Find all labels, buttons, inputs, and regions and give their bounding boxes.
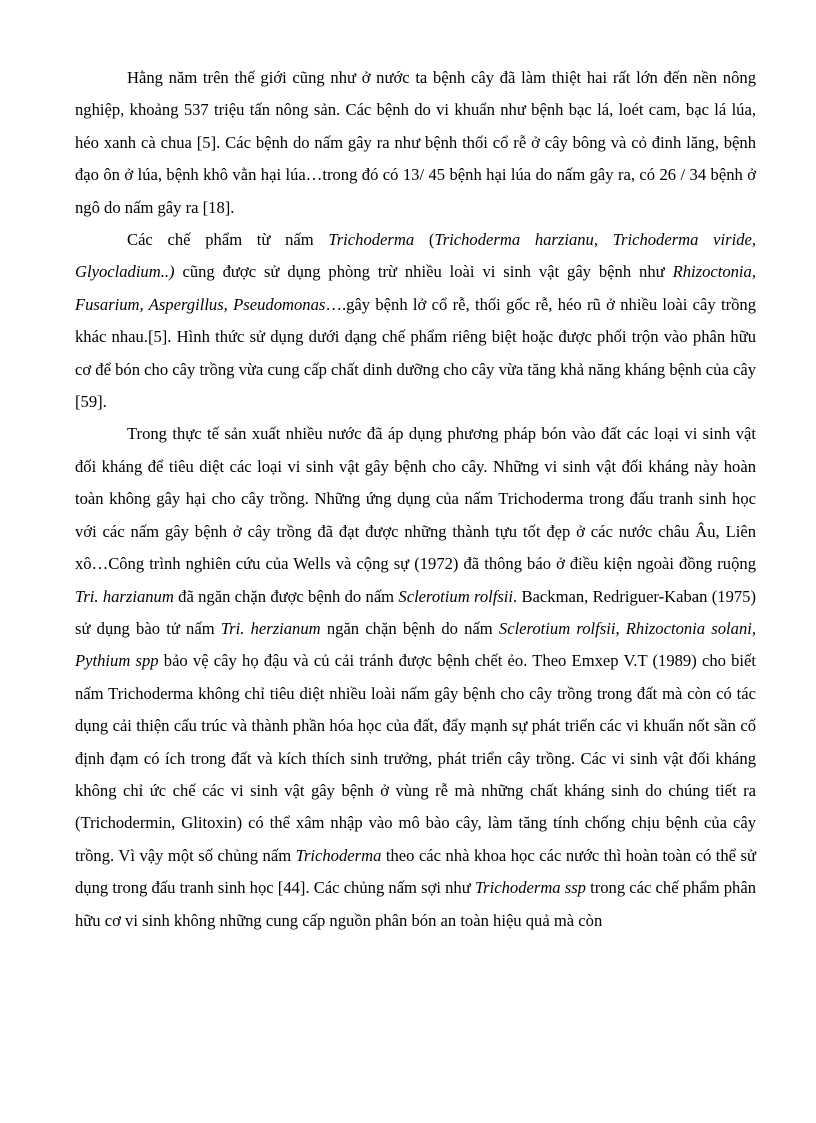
text-run: Hằng năm trên thế giới cũng như ở nước ta bệnh cây đã làm thiệt hai rất lớn đến nền nông nghiệp, khoảng 537 triệu tấn nông sản. Các bệnh do vi khuẩn như bệnh bạc lá, loét cam, bạc lá lúa, héo xanh cà chua [5]. Các bệnh do nấm gây ra như bệnh thối cổ rễ ở cây bông và cỏ đinh lăng, bệnh đạo ôn ở lúa, bệnh khô vằn hại lúa…trong đó có 13/ 45 bệnh hại lúa do nấm gây ra, có 26 / 34 bệnh ở ngô do nấm gây ra [18]. — [75, 68, 756, 217]
italic-text-run: Tri. harzianum — [75, 586, 174, 606]
text-run: bảo vệ cây họ đậu và củ cải tránh được bệnh chết ẻo. Theo Emxep V.T (1989) cho biết nấm Trichoderma không chỉ tiêu diệt nhiều loài nấm gây bệnh cho cây trồng trong đất mà còn có tác dụng cải thiện cấu trúc và thành phần hóa học của đất, đẩy mạnh sự phát triển các vi khuẩn nốt sần cố định đạm có ích trong đất và kích thích sinh trưởng, phát triển cây trồng. Các vi sinh vật đối kháng không chỉ ức chế các vi sinh vật gây bệnh ở vùng rễ mà những chất kháng sinh do chúng tiết ra (Trichodermin, Glitoxin) có thể xâm nhập vào mô bào cây, làm tăng tính chống chịu bệnh của cây trồng. Vì vậy một số chủng nấm — [75, 651, 756, 865]
text-run: Các chế phẩm từ nấm — [127, 230, 329, 250]
italic-text-run: Sclerotium rolfsii — [398, 586, 514, 606]
paragraph-3 — [75, 418, 756, 937]
italic-text-run: Trichoderma harzianu, Trichoderma viride, Glyocladium..) — [75, 230, 756, 282]
text-run: cũng được sử dụng phòng trừ nhiều loài vi sinh vật gây bệnh như — [174, 262, 673, 282]
text-run: theo các nhà khoa học các nước thì hoàn toàn có thể sử dụng trong đấu tranh sinh học [44]. Các chủng nấm sợi như — [75, 845, 756, 898]
italic-text-run: Tri. herzianum — [220, 618, 321, 638]
paragraph-2 — [75, 224, 756, 418]
italic-text-run: Trichoderma — [328, 230, 415, 250]
italic-text-run: Sclerotium rolfsii — [498, 618, 616, 638]
text-run: ( — [414, 230, 435, 250]
text-run: đã ngăn chặn được bệnh do nấm — [173, 586, 399, 606]
text-run: ngăn chặn bệnh do nấm — [320, 618, 499, 638]
text-run: . Backman, Redriguer-Kaban (1975) sử dụng bào tử nấm — [75, 586, 757, 638]
italic-text-run: Trichoderma ssp — [474, 878, 586, 898]
italic-text-run: Rhizoctonia solani, Pythium spp — [75, 618, 756, 671]
italic-text-run: Trichoderma — [295, 845, 382, 865]
italic-text-run: Rhizoctonia, Fusarium, Aspergillus, Pseudomonas — [75, 262, 756, 314]
text-run: , — [615, 618, 626, 638]
text-run: ….gây bệnh lở cổ rễ, thối gốc rễ, héo rũ ở nhiều loài cây trồng khác nhau.[5]. Hình thức sử dụng dưới dạng chế phẩm riêng biệt hoặc được phối trộn vào phân hữu cơ để bón cho cây trồng vừa cung cấp chất dinh dưỡng cho cây vừa tăng khả năng kháng bệnh của cây [59]. — [75, 294, 757, 412]
text-run: Trong thực tế sản xuất nhiều nước đã áp dụng phương pháp bón vào đất các loại vi sinh vật đối kháng để tiêu diệt các loại vi sinh vật gây bệnh cho cây. Những vi sinh vật đối kháng này hoàn toàn không gây hại cho cây trồng. Những ứng dụng của nấm Trichoderma trong đấu tranh sinh học với các nấm gây bệnh ở cây trồng đã đạt được những thành tựu tốt đẹp ở các nước châu Âu, Liên xô…Công trình nghiên cứu của Wells và cộng sự (1972) đã thông báo ở điều kiện ngoài đồng ruộng — [75, 424, 756, 574]
text-run: trong các chế phẩm phân hữu cơ vi sinh không những cung cấp nguồn phân bón an toàn hiệu quả mà còn — [75, 878, 756, 930]
paragraph-1 — [75, 62, 756, 224]
